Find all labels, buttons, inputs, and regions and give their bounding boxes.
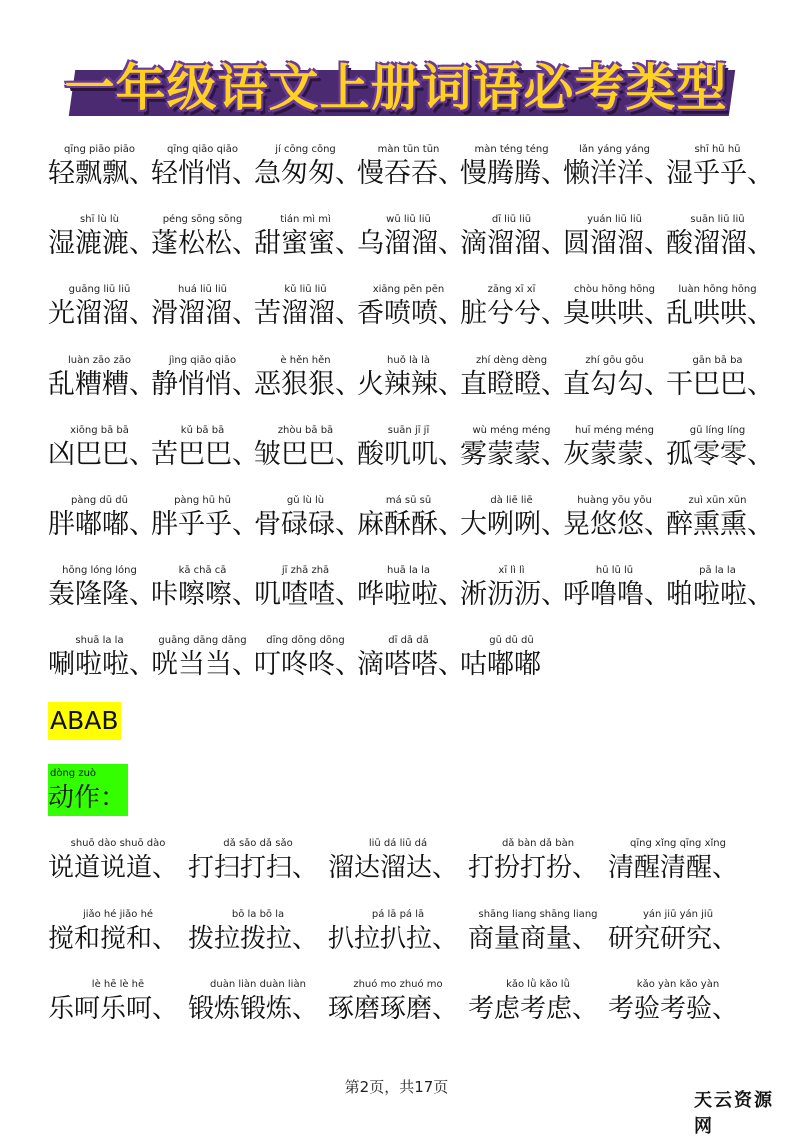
word-hanzi: 淅沥沥、 — [460, 579, 568, 611]
word-pinyin: lǎn yáng yáng — [578, 144, 651, 155]
word-pinyin: kǔ bā bā — [180, 424, 225, 436]
word-row — [48, 565, 774, 617]
word-pinyin: shuā la la — [75, 635, 124, 647]
word-pinyin: zuì xūn xūn — [688, 495, 747, 506]
word-item — [48, 354, 156, 407]
word-row — [48, 635, 563, 687]
word-hanzi: 直勾勾、 — [563, 368, 671, 400]
word-hanzi: 轻悄悄、 — [151, 158, 259, 189]
word-item — [460, 144, 568, 196]
word-item — [563, 424, 671, 477]
word-pinyin: gān bā ba — [692, 354, 743, 366]
word-hanzi: 研究研究、 — [608, 923, 739, 954]
word-pinyin: tián mì mì — [280, 214, 331, 226]
word-hanzi: 滴嗒嗒、 — [357, 649, 465, 681]
word-item — [460, 424, 568, 477]
word-hanzi: 呼噜噜、 — [563, 579, 671, 611]
word-hanzi: 考虑考虑、 — [468, 994, 599, 1024]
word-pinyin: qīng xǐng qīng xǐng — [630, 838, 726, 849]
word-hanzi: 胖嘟嘟、 — [48, 509, 156, 540]
word-hanzi: 湿漉漉、 — [48, 228, 156, 260]
word-item — [563, 354, 671, 407]
word-pinyin: guāng dāng dāng — [158, 635, 247, 647]
word-item — [48, 214, 156, 266]
word-pinyin: kǎo lǜ kǎo lǜ — [506, 979, 570, 990]
word-item — [460, 635, 563, 687]
word-hanzi: 恶狠狠、 — [254, 368, 362, 400]
word-hanzi: 麻酥酥、 — [357, 509, 465, 540]
word-hanzi: 酸溜溜、 — [666, 228, 774, 260]
word-hanzi: 扒拉扒拉、 — [328, 923, 459, 954]
word-hanzi: 乌溜溜、 — [357, 228, 465, 260]
word-hanzi: 咔嚓嚓、 — [151, 579, 259, 611]
word-item — [48, 979, 188, 1031]
word-hanzi: 乱哄哄、 — [666, 298, 774, 330]
word-pinyin: xiāng pēn pēn — [372, 284, 445, 296]
word-pinyin: jìng qiāo qiāo — [168, 354, 237, 366]
word-item — [468, 909, 608, 961]
word-pinyin: gǔ lù lù — [286, 495, 325, 506]
word-hanzi: 蓬松松、 — [151, 228, 259, 260]
word-item — [666, 565, 774, 617]
word-item — [357, 284, 465, 336]
word-hanzi: 打扮打扮、 — [468, 853, 599, 883]
word-pinyin: hū lū lū — [595, 565, 634, 577]
word-hanzi: 圆溜溜、 — [563, 228, 671, 260]
word-pinyin: dà liē liē — [490, 495, 533, 506]
word-hanzi: 说道说道、 — [48, 853, 179, 883]
word-row — [48, 214, 774, 266]
word-pinyin: luàn zāo zāo — [68, 354, 131, 366]
word-hanzi: 乱糟糟、 — [48, 368, 156, 400]
word-item — [151, 354, 259, 407]
word-pinyin: kā chā cā — [178, 565, 227, 577]
word-pinyin: pá lā pá lā — [371, 908, 425, 920]
word-item — [666, 424, 774, 477]
word-pinyin: xiōng bā bā — [70, 424, 129, 436]
word-item — [357, 565, 465, 617]
word-hanzi: 雾蒙蒙、 — [460, 438, 568, 470]
word-pinyin: jí cōng cōng — [275, 144, 336, 155]
word-row — [48, 284, 774, 336]
page-number: 第2页，共17页 — [344, 1078, 449, 1096]
word-row — [48, 424, 774, 477]
word-hanzi: 叮咚咚、 — [254, 649, 362, 681]
word-hanzi: 直瞪瞪、 — [460, 368, 568, 400]
word-hanzi: 苦巴巴、 — [151, 438, 259, 470]
word-pinyin: pā la la — [699, 565, 736, 577]
word-item — [254, 144, 362, 196]
word-pinyin: suān liū liū — [690, 214, 745, 226]
word-item — [151, 565, 259, 617]
word-hanzi: 啪啦啦、 — [666, 579, 774, 611]
word-hanzi: 灰蒙蒙、 — [563, 438, 671, 470]
word-hanzi: 大咧咧、 — [460, 509, 568, 540]
word-hanzi: 晃悠悠、 — [563, 509, 671, 540]
word-pinyin: bō la bō la — [231, 908, 285, 920]
word-pinyin: shī hū hū — [694, 144, 741, 155]
word-hanzi: 慢吞吞、 — [357, 158, 465, 189]
word-pinyin: hōng lóng lóng — [62, 565, 137, 577]
word-item — [151, 144, 259, 196]
word-item — [254, 284, 362, 336]
word-hanzi: 轻飘飘、 — [48, 158, 156, 189]
word-pinyin: è hěn hěn — [280, 354, 331, 366]
word-item — [151, 495, 259, 547]
word-pinyin: huǒ là là — [387, 354, 430, 366]
word-hanzi: 滑溜溜、 — [151, 298, 259, 330]
watermark: 天云资源网 — [694, 1090, 774, 1137]
word-pinyin: huā la la — [387, 565, 430, 577]
word-pinyin: dī liū liū — [491, 214, 532, 226]
word-pinyin: gū dū dū — [489, 635, 534, 647]
word-hanzi: 滴溜溜、 — [460, 228, 568, 260]
word-item — [563, 144, 671, 196]
word-item — [608, 838, 748, 890]
word-item — [468, 838, 608, 890]
word-item — [357, 424, 465, 477]
word-item — [151, 214, 259, 266]
word-pinyin: màn téng téng — [474, 144, 549, 155]
section-abab-label: ABAB — [48, 702, 121, 740]
word-hanzi: 拨拉拨拉、 — [188, 923, 319, 954]
word-item — [468, 979, 608, 1031]
word-hanzi: 搅和搅和、 — [48, 923, 179, 954]
word-pinyin: huī méng méng — [575, 424, 654, 436]
word-hanzi: 唰啦啦、 — [48, 649, 156, 681]
word-hanzi: 叽喳喳、 — [254, 579, 362, 611]
word-item — [666, 495, 774, 547]
word-hanzi: 孤零零、 — [666, 438, 774, 470]
word-hanzi: 皱巴巴、 — [254, 438, 362, 470]
word-pinyin: qīng piāo piāo — [64, 144, 135, 155]
word-pinyin: kǎo yàn kǎo yàn — [636, 979, 720, 990]
word-pinyin: duàn liàn duàn liàn — [210, 979, 306, 990]
word-item — [357, 144, 465, 196]
word-hanzi: 臭哄哄、 — [563, 298, 671, 330]
word-pinyin: dǎ sǎo dǎ sǎo — [223, 838, 293, 849]
word-hanzi: 醉熏熏、 — [666, 509, 774, 540]
word-pinyin: shāng liang shāng liang — [478, 908, 598, 920]
word-pinyin: zāng xī xī — [487, 284, 536, 296]
word-pinyin: qīng qiāo qiāo — [167, 144, 238, 155]
word-item — [151, 284, 259, 336]
word-item — [188, 909, 328, 961]
word-item — [254, 495, 362, 547]
word-item — [151, 424, 259, 477]
word-item — [357, 495, 465, 547]
word-row — [48, 354, 774, 407]
word-pinyin: wù méng méng — [472, 424, 551, 436]
word-pinyin: péng sōng sōng — [162, 214, 243, 226]
word-item — [666, 284, 774, 336]
word-item — [563, 495, 671, 547]
word-hanzi: 光溜溜、 — [48, 298, 156, 330]
word-item — [608, 979, 748, 1031]
word-pinyin: zhuó mo zhuó mo — [353, 979, 443, 990]
word-item — [608, 909, 748, 961]
word-item — [460, 495, 568, 547]
word-pinyin: lè hē lè hē — [91, 979, 145, 990]
word-hanzi: 乐呵乐呵、 — [48, 994, 179, 1024]
word-item — [188, 838, 328, 890]
word-item — [48, 495, 156, 547]
word-item — [254, 565, 362, 617]
word-pinyin: xī lì lì — [498, 565, 525, 577]
word-row — [48, 495, 774, 547]
word-item — [460, 214, 568, 266]
word-item — [48, 909, 188, 961]
word-item — [666, 144, 774, 196]
word-hanzi: 火辣辣、 — [357, 368, 465, 400]
word-hanzi: 哗啦啦、 — [357, 579, 465, 611]
word-hanzi: 轰隆隆、 — [48, 579, 156, 611]
word-hanzi: 静悄悄、 — [151, 368, 259, 400]
word-item — [48, 284, 156, 336]
word-hanzi: 香喷喷、 — [357, 298, 465, 330]
word-pinyin: má sū sū — [385, 495, 432, 506]
word-pinyin: pàng hū hū — [174, 495, 231, 506]
word-hanzi: 懒洋洋、 — [563, 158, 671, 189]
word-pinyin: suān jī jī — [387, 424, 430, 436]
word-pinyin: shuō dào shuō dào — [70, 838, 166, 849]
word-hanzi: 急匆匆、 — [254, 158, 362, 189]
word-hanzi: 干巴巴、 — [666, 368, 774, 400]
word-row — [48, 144, 774, 196]
word-pinyin: wū liū liū — [386, 214, 431, 226]
word-pinyin: jiǎo hé jiǎo hé — [82, 908, 154, 920]
action-hanzi: 动作： — [48, 783, 127, 813]
word-pinyin: kǔ liū liū — [284, 284, 327, 296]
word-pinyin: dīng dōng dōng — [266, 635, 345, 647]
word-hanzi: 锻炼锻炼、 — [188, 994, 319, 1024]
word-pinyin: yuán liū liū — [587, 214, 642, 226]
word-item — [328, 979, 468, 1031]
word-item — [48, 635, 156, 687]
word-item — [254, 214, 362, 266]
word-hanzi: 清醒清醒、 — [608, 853, 739, 883]
word-pinyin: zhí dèng dèng — [475, 354, 548, 366]
word-hanzi: 脏兮兮、 — [460, 298, 568, 330]
action-pinyin: dòng zuò — [50, 768, 97, 779]
word-pinyin: gū líng líng — [689, 424, 746, 436]
word-pinyin: guāng liū liū — [68, 284, 131, 296]
word-item — [48, 838, 188, 890]
word-hanzi: 咣当当、 — [151, 649, 259, 681]
word-item — [188, 979, 328, 1031]
word-item — [357, 635, 465, 687]
word-hanzi: 琢磨琢磨、 — [328, 994, 459, 1024]
word-pinyin: shī lù lù — [80, 214, 119, 226]
word-hanzi: 胖乎乎、 — [151, 509, 259, 540]
word-item — [328, 909, 468, 961]
word-item — [563, 284, 671, 336]
word-hanzi: 甜蜜蜜、 — [254, 228, 362, 260]
word-row — [48, 909, 748, 961]
word-pinyin: luàn hōng hōng — [678, 284, 757, 296]
word-item — [48, 565, 156, 617]
word-item — [254, 635, 362, 687]
word-hanzi: 商量商量、 — [468, 923, 599, 954]
word-hanzi: 考验考验、 — [608, 994, 739, 1024]
word-item — [563, 214, 671, 266]
word-row — [48, 979, 748, 1031]
word-item — [563, 565, 671, 617]
title-banner — [58, 56, 734, 120]
word-item — [666, 214, 774, 266]
word-item — [460, 284, 568, 336]
word-item — [254, 354, 362, 407]
word-hanzi: 苦溜溜、 — [254, 298, 362, 330]
word-item — [328, 838, 468, 890]
word-pinyin: zhí gōu gōu — [585, 354, 644, 366]
word-item — [666, 354, 774, 407]
word-hanzi: 湿乎乎、 — [666, 158, 774, 189]
word-pinyin: jī zhā zhā — [281, 565, 330, 577]
word-pinyin: liū dá liū dá — [368, 838, 428, 849]
word-hanzi: 骨碌碌、 — [254, 509, 362, 540]
word-item — [357, 214, 465, 266]
word-hanzi: 溜达溜达、 — [328, 853, 459, 883]
page-title: 一年级语文上册词语必考类型 — [64, 59, 728, 117]
word-item — [460, 565, 568, 617]
word-hanzi: 咕嘟嘟 — [460, 649, 541, 681]
word-item — [48, 424, 156, 477]
word-item — [151, 635, 259, 687]
word-hanzi: 酸叽叽、 — [357, 438, 465, 470]
section-action-label — [48, 764, 128, 816]
word-hanzi: 慢腾腾、 — [460, 158, 568, 189]
word-pinyin: huá liū liū — [178, 284, 227, 296]
word-pinyin: chòu hōng hōng — [574, 284, 655, 296]
word-item — [357, 354, 465, 407]
word-pinyin: pàng dū dū — [71, 495, 128, 506]
word-pinyin: zhòu bā bā — [277, 424, 334, 436]
word-item — [48, 144, 156, 196]
word-pinyin: huàng yōu yōu — [577, 495, 652, 506]
word-pinyin: màn tūn tūn — [377, 144, 440, 155]
word-item — [460, 354, 568, 407]
word-pinyin: yán jiū yán jiū — [642, 908, 714, 920]
word-pinyin: dī dā dā — [388, 635, 429, 647]
word-hanzi: 凶巴巴、 — [48, 438, 156, 470]
word-pinyin: dǎ bàn dǎ bàn — [501, 838, 575, 849]
word-item — [254, 424, 362, 477]
word-row — [48, 838, 748, 890]
word-hanzi: 打扫打扫、 — [188, 853, 319, 883]
